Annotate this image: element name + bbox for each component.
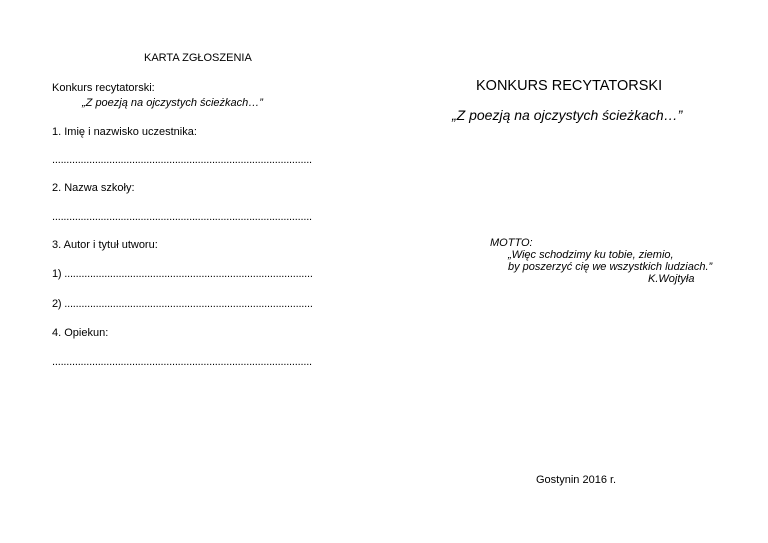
contest-name: „Z poezją na ojczystych ścieżkach…”: [82, 97, 263, 109]
motto-label: MOTTO:: [490, 237, 533, 249]
author-title-field-2[interactable]: 2) .......................................................................................: [52, 298, 313, 310]
participant-name-label: 1. Imię i nazwisko uczestnika:: [52, 126, 197, 138]
author-title-field-1[interactable]: 1) .......................................................................................: [52, 268, 313, 280]
cover-title: KONKURS RECYTATORSKI: [476, 78, 663, 94]
school-name-label: 2. Nazwa szkoły:: [52, 182, 135, 194]
supervisor-field[interactable]: ...........................................................................................: [52, 356, 312, 368]
school-name-field[interactable]: ...........................................................................................: [52, 211, 312, 223]
motto-quote-line-1: „Więc schodzimy ku tobie, ziemio,: [508, 249, 674, 261]
cover-subtitle: „Z poezją na ojczystych ścieżkach…”: [452, 107, 683, 123]
motto-quote-line-2: by poszerzyć cię we wszystkich ludziach.”: [508, 261, 713, 273]
supervisor-label: 4. Opiekun:: [52, 327, 109, 339]
participant-name-field[interactable]: ...........................................................................................: [52, 154, 312, 166]
footer-place-date: Gostynin 2016 r.: [536, 474, 617, 486]
motto-author: K.Wojtyła: [648, 273, 695, 285]
contest-label: Konkurs recytatorski:: [52, 82, 155, 94]
author-title-label: 3. Autor i tytuł utworu:: [52, 239, 158, 251]
form-title: KARTA ZGŁOSZENIA: [144, 52, 252, 64]
